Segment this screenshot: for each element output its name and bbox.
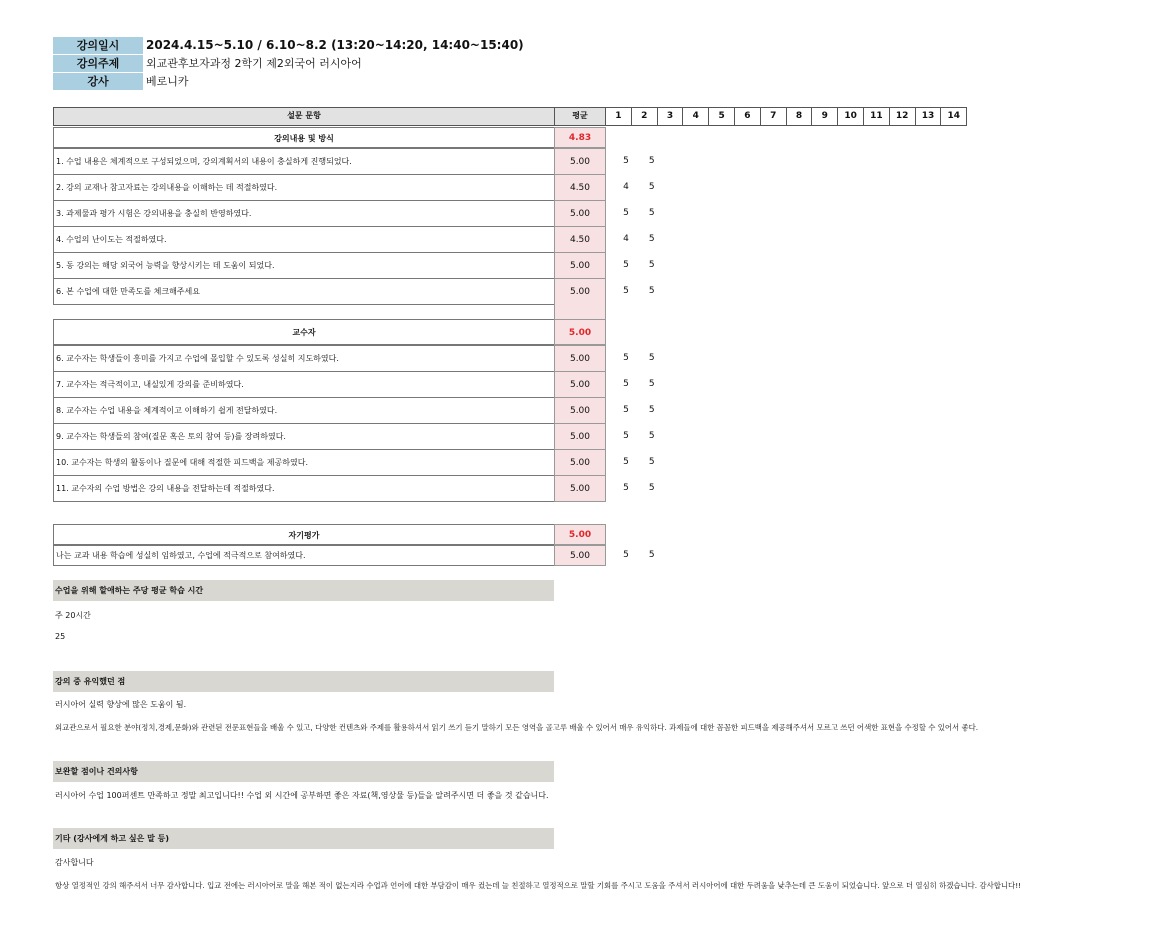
question-average: 5.00: [554, 423, 606, 450]
topic-label: 강의주제: [53, 55, 143, 72]
question-average: 5.00: [554, 200, 606, 227]
question-average: 5.00: [554, 345, 606, 372]
date-label: 강의일시: [53, 37, 143, 54]
useful-answer: 외교관으로서 필요한 분야(정치,경제,문화)와 관련된 전문표현들을 배울 수 있고, 다양한 컨텐츠와 주제를 활용하셔서 읽기 쓰기 듣기 말하기 모든 영역을 골고루 배울 수 있어서 매우 유익하다. 과제들에 대한 꼼꼼한 피드백을 제공해주셔서 모르고 쓰던 어색한 표현을 수정할 수 있어서 좋다.: [55, 723, 979, 732]
respondent-column-header: 2: [631, 107, 658, 126]
teacher-label: 강사: [53, 73, 143, 90]
respondent-score: 5: [648, 182, 655, 192]
section-title: 교수자: [53, 319, 555, 345]
respondent-column-header: 12: [889, 107, 916, 126]
respondent-score: 5: [648, 234, 655, 244]
study-time-title: 수업을 위해 할애하는 주당 평균 학습 시간: [53, 580, 554, 601]
respondent-column-header: 13: [915, 107, 942, 126]
respondent-score: 5: [648, 550, 655, 560]
useful-answer: 러시아어 실력 향상에 많은 도움이 됨.: [55, 700, 187, 709]
respondent-score: 5: [648, 405, 655, 415]
question-average: 5.00: [554, 148, 606, 175]
respondent-column-header: 8: [786, 107, 813, 126]
respondent-column-header: 10: [837, 107, 864, 126]
question-text: 9. 교수자는 학생들의 참여(질문 혹은 토의 참여 등)를 장려하였다.: [53, 423, 555, 450]
question-text: 8. 교수자는 수업 내용을 체계적이고 이해하기 쉽게 전달하였다.: [53, 397, 555, 424]
respondent-score: 5: [623, 208, 629, 218]
question-average: 5.00: [554, 278, 606, 305]
respondent-score: 5: [648, 260, 655, 270]
respondent-column-header: 7: [760, 107, 787, 126]
respondent-column-header: 11: [863, 107, 890, 126]
respondent-score: 5: [648, 483, 655, 493]
question-text: 11. 교수자의 수업 방법은 강의 내용을 전달하는데 적절하였다.: [53, 475, 555, 502]
question-text: 3. 과제물과 평가 시험은 강의내용을 충실히 반영하였다.: [53, 200, 555, 227]
respondent-score: 5: [623, 286, 629, 296]
question-text: 10. 교수자는 학생의 활동이나 질문에 대해 적절한 피드백을 제공하였다.: [53, 449, 555, 476]
respondent-score: 5: [648, 431, 655, 441]
respondent-column-header: 9: [811, 107, 838, 126]
question-average: 5.00: [554, 449, 606, 476]
teacher-value: 베로니카: [146, 75, 189, 88]
respondent-score: 5: [648, 286, 655, 296]
respondent-column-header: 4: [682, 107, 709, 126]
section-title: 자기평가: [53, 524, 555, 545]
question-header: 설문 문항: [53, 107, 555, 126]
respondent-score: 5: [648, 353, 655, 363]
respondent-score: 5: [623, 431, 629, 441]
question-average: 4.50: [554, 174, 606, 201]
respondent-score: 5: [648, 379, 655, 389]
study-time-answer: 25: [55, 632, 66, 641]
respondent-score: 5: [623, 379, 629, 389]
section-title: 강의내용 및 방식: [53, 127, 555, 148]
respondent-score: 4: [623, 234, 629, 244]
study-time-answer: 주 20시간: [55, 611, 91, 620]
respondent-score: 5: [648, 457, 655, 467]
section-average: 4.83: [554, 127, 606, 148]
respondent-score: 5: [623, 405, 629, 415]
respondent-column-header: 14: [940, 107, 967, 126]
respondent-score: 5: [648, 208, 655, 218]
respondent-score: 5: [623, 260, 629, 270]
respondent-column-header: 5: [708, 107, 735, 126]
question-text: 5. 동 강의는 해당 외국어 능력을 향상시키는 데 도움이 되었다.: [53, 252, 555, 279]
question-text: 4. 수업의 난이도는 적절하였다.: [53, 226, 555, 253]
question-average: 5.00: [554, 397, 606, 424]
date-value: 2024.4.15~5.10 / 6.10~8.2 (13:20~14:20, 14:40~15:40): [146, 38, 524, 52]
question-text: 2. 강의 교재나 참고자료는 강의내용을 이해하는 데 적절하였다.: [53, 174, 555, 201]
respondent-column-header: 6: [734, 107, 761, 126]
question-average: 5.00: [554, 545, 606, 566]
respondent-score: 5: [648, 156, 655, 166]
question-average: 5.00: [554, 371, 606, 398]
avg-spacer: [554, 304, 606, 319]
question-average: 4.50: [554, 226, 606, 253]
topic-value: 외교관후보자과정 2학기 제2외국어 러시아어: [146, 57, 362, 70]
other-answer: 항상 열정적인 강의 해주셔서 너무 감사합니다. 입교 전에는 러시아어로 말을 해본 적이 없는지라 수업과 언어에 대한 부담감이 매우 컸는데 늘 친절하고 열정적으로 말할 기회를 주시고 도움을 주셔서 러시아어에 대한 두려움을 낮추는데 큰 도움이 되었습니다. 앞으로 더 열심히 하겠습니다. 감사합니다!!: [55, 881, 1022, 890]
section-average: 5.00: [554, 319, 606, 345]
useful-title: 강의 중 유익했던 점: [53, 671, 554, 692]
respondent-score: 4: [623, 182, 629, 192]
respondent-score: 5: [623, 483, 629, 493]
respondent-score: 5: [623, 457, 629, 467]
question-text: 나는 교과 내용 학습에 성실히 임하였고, 수업에 적극적으로 참여하였다.: [53, 545, 555, 566]
other-answer: 감사합니다: [55, 858, 94, 867]
respondent-column-header: 1: [605, 107, 632, 126]
respondent-column-header: 3: [657, 107, 684, 126]
improve-answer: 러시아어 수업 100퍼센트 만족하고 정말 최고입니다!! 수업 외 시간에 공부하면 좋은 자료(책,영상물 등)들을 알려주시면 더 좋을 것 같습니다.: [55, 791, 549, 800]
average-header: 평균: [554, 107, 606, 126]
improve-title: 보완할 점이나 건의사항: [53, 761, 554, 782]
question-text: 1. 수업 내용은 체계적으로 구성되었으며, 강의계획서의 내용이 충실하게 진행되었다.: [53, 148, 555, 175]
respondent-score: 5: [623, 353, 629, 363]
question-average: 5.00: [554, 252, 606, 279]
section-average: 5.00: [554, 524, 606, 545]
question-average: 5.00: [554, 475, 606, 502]
question-text: 6. 교수자는 학생들이 흥미를 가지고 수업에 몰입할 수 있도록 성실히 지도하였다.: [53, 345, 555, 372]
other-title: 기타 (강사에게 하고 싶은 말 등): [53, 828, 554, 849]
respondent-score: 5: [623, 156, 629, 166]
question-text: 7. 교수자는 적극적이고, 내실있게 강의를 준비하였다.: [53, 371, 555, 398]
question-text: 6. 본 수업에 대한 만족도를 체크해주세요: [53, 278, 555, 305]
respondent-score: 5: [623, 550, 629, 560]
